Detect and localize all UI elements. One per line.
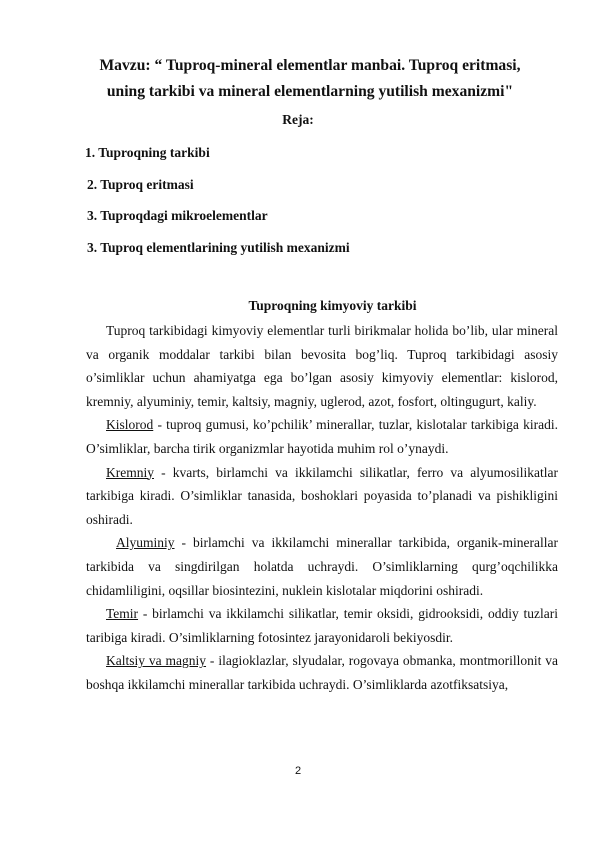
paragraph-alyuminiy [86,531,558,602]
body-text [86,319,558,697]
term-kremniy: Kremniy [106,464,154,480]
paragraph-temir [86,602,558,649]
document-title [60,53,560,105]
text-kislorod: - tuproq gumusi, ko’pchilik’ minerallar, tuzlar, kislotalar tarkibiga kiradi. O’simliklar, barcha tirik organizmlar hayotida muhim rol o’ynaydi. [86,417,558,456]
term-kislorod: Kislorod [106,417,154,433]
section-title: Tuproqning kimyoviy tarkibi [248,298,417,313]
text-kremniy: - kvarts, birlamchi va ikkilamchi silikatlar, ferro va alyumosilikatlar tarkibiga kiradi. O’simliklar tanasida, boshoklari poyasida to’planadi va pishikligini oshiradi. [86,464,558,527]
text-alyuminiy: - birlamchi va ikkilamchi minerallar tarkibida, organik-minerallar tarkibida va singdirilgan holatda uchraydi. O’simliklarning qurg’oqchilikka chidamliligini, oqsillar biosintezini, nuklein kislotalar miqdorini oshiradi. [86,535,558,598]
paragraph-kislorod [86,413,558,460]
plan-item-4: 3. Tuproq elementlarining yutilish mexanizmi [87,240,350,255]
title-line-1: Mavzu: “ Tuproq-mineral elementlar manbai. Tuproq eritmasi, [99,57,521,74]
plan-item-2: 2. Tuproq eritmasi [87,177,194,192]
text-kaltsiy-magniy: - ilagioklazlar, slyudalar, rogovaya obmanka, montmorillonit va boshqa ikkilamchi minerallar tarkibida uchraydi. O’simliklarda azotfiksatsiya, [86,653,559,692]
term-temir: Temir [106,606,139,622]
plan-item-3: 3. Tuproqdagi mikroelementlar [87,208,268,223]
term-alyuminiy: Alyuminiy [116,535,175,551]
title-line-2: uning tarkibi va mineral elementlarning yutilish mexanizmi" [106,83,514,100]
paragraph-intro: Tuproq tarkibidagi kimyoviy elementlar turli birikmalar holida bo’lib, ular mineral va organik moddalar tarkibi bilan bevosita bog’liq. Tuproq tarkibidagi asosiy o’simliklar uchun ahamiyatga ega bo’lgan asosiy kimyoviy elementlar: kislorod, kremniy, alyuminiy, temir, kaltsiy, magniy, uglerod, azot, fosfort, oltingugurt, kaliy. [86,323,558,409]
text-temir: - birlamchi va ikkilamchi silikatlar, temir oksidi, gidrooksidi, oddiy tuzlari taribiga kiradi. O’simliklarning fotosintez jarayonidaroli bekiyosdir. [86,606,558,645]
page-number: 2 [294,765,302,777]
plan-heading: Reja: [282,112,314,127]
term-kaltsiy-magniy: Kaltsiy va magniy [106,653,207,669]
paragraph-kremniy [86,461,558,532]
plan-item-1: 1. Tuproqning tarkibi [85,145,210,160]
paragraph-kaltsiy-magniy [86,649,558,696]
